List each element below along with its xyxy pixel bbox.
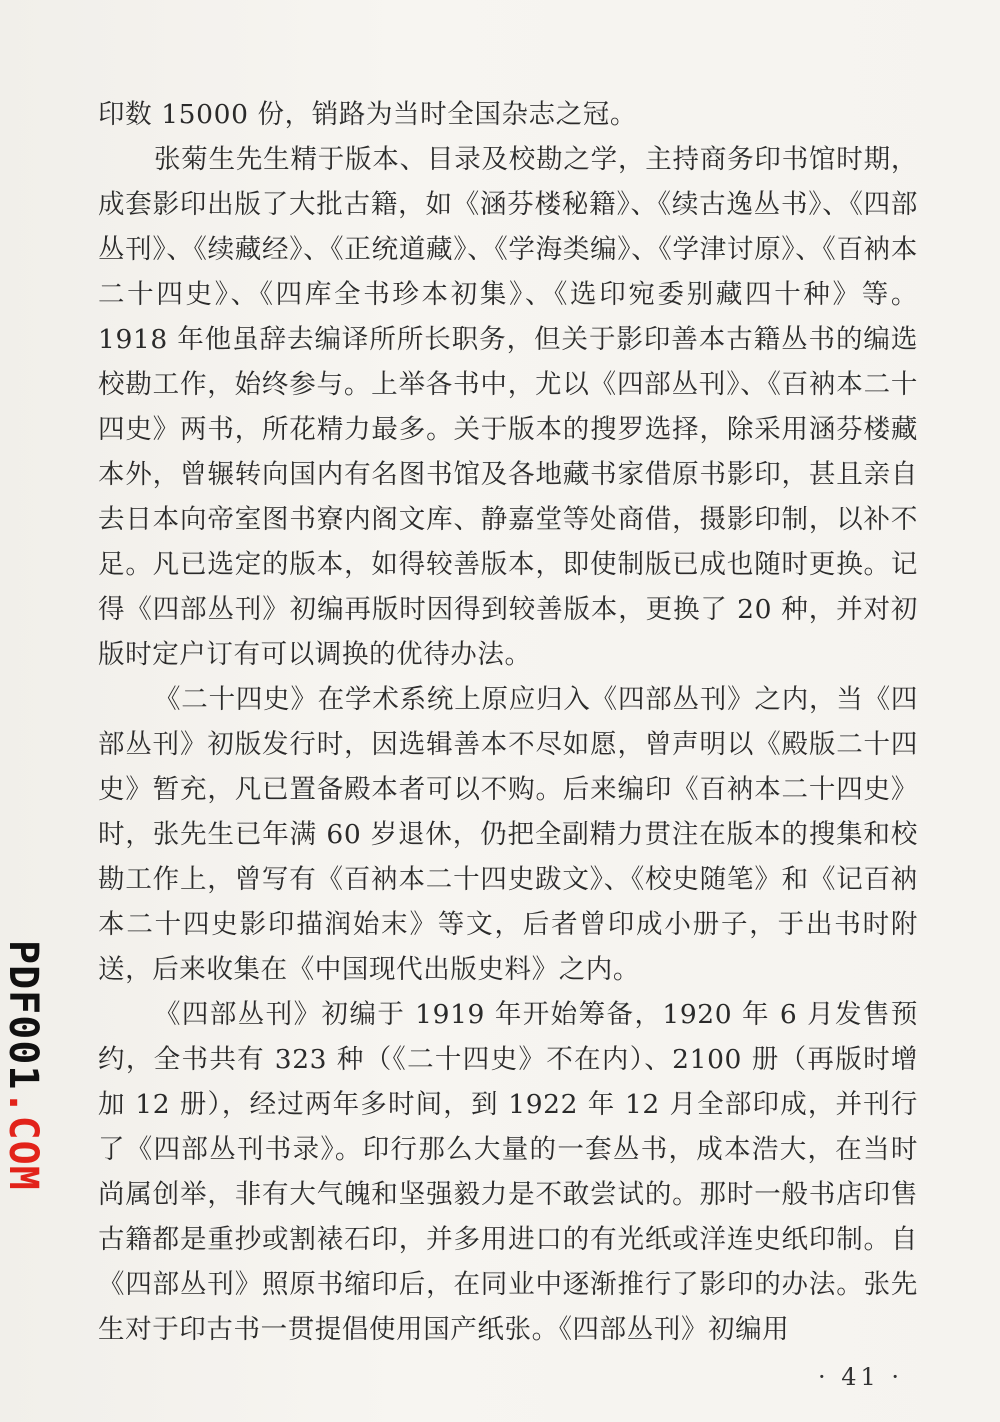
paragraph-continuation: 印数 15000 份，销路为当时全国杂志之冠。 — [98, 99, 637, 130]
watermark-logo — [2, 940, 48, 1190]
watermark-text-main: PDF001 — [0, 940, 46, 1091]
body-text — [98, 92, 918, 1352]
watermark-text-domain: .COM — [0, 1090, 46, 1191]
paragraph-zhang-editing: 张菊生先生精于版本、目录及校勘之学，主持商务印书馆时期，成套影印出版了大批古籍，如《涵芬楼秘籍》、《续古逸丛书》、《四部丛刊》、《续藏经》、《正统道藏》、《学海类编》、《学津讨原》、《百衲本二十四史》、《四库全书珍本初集》、《选印宛委别藏四十种》等。1918 年他虽辞去编译所所长职务，但关于影印善本古籍丛书的编选校勘工作，始终参与。上举各书中，尤以《四部丛刊》、《百衲本二十四史》两书，所花精力最多。关于版本的搜罗选择，除采用涵芬楼藏本外，曾辗转向国内有名图书馆及各地藏书家借原书影印，甚且亲自去日本向帝室图书寮内阁文库、静嘉堂等处商借，摄影印制，以补不足。凡已选定的版本，如得较善版本，即使制版已成也随时更换。记得《四部丛刊》初编再版时因得到较善版本，更换了 20 种，并对初版时定户订有可以调换的优待办法。 — [98, 144, 918, 670]
paragraph-twenty-four-histories: 《二十四史》在学术系统上原应归入《四部丛刊》之内，当《四部丛刊》初版发行时，因选辑善本不尽如愿，曾声明以《殿版二十四史》暂充，凡已置备殿本者可以不购。后来编印《百衲本二十四史》时，张先生已年满 60 岁退休，仍把全副精力贯注在版本的搜集和校勘工作上，曾写有《百衲本二十四史跋文》、《校史随笔》和《记百衲本二十四史影印描润始末》等文，后者曾印成小册子，于出书时附送，后来收集在《中国现代出版史料》之内。 — [98, 684, 918, 985]
paragraph-sibu-congkan: 《四部丛刊》初编于 1919 年开始筹备，1920 年 6 月发售预约，全书共有 323 种（《二十四史》不在内）、2100 册（再版时增加 12 册），经过两年多时间，到 1922 年 12 月全部印成，并刊行了《四部丛刊书录》。印行那么大量的一套丛书，成本浩大，在当时尚属创举，非有大气魄和坚强毅力是不敢尝试的。那时一般书店印售古籍都是重抄或割裱石印，并多用进口的有光纸或洋连史纸印制。自《四部丛刊》照原书缩印后，在同业中逐渐推行了影印的办法。张先生对于印古书一贯提倡使用国产纸张。《四部丛刊》初编用 — [98, 999, 918, 1345]
page-number: · 41 · — [818, 1363, 904, 1391]
